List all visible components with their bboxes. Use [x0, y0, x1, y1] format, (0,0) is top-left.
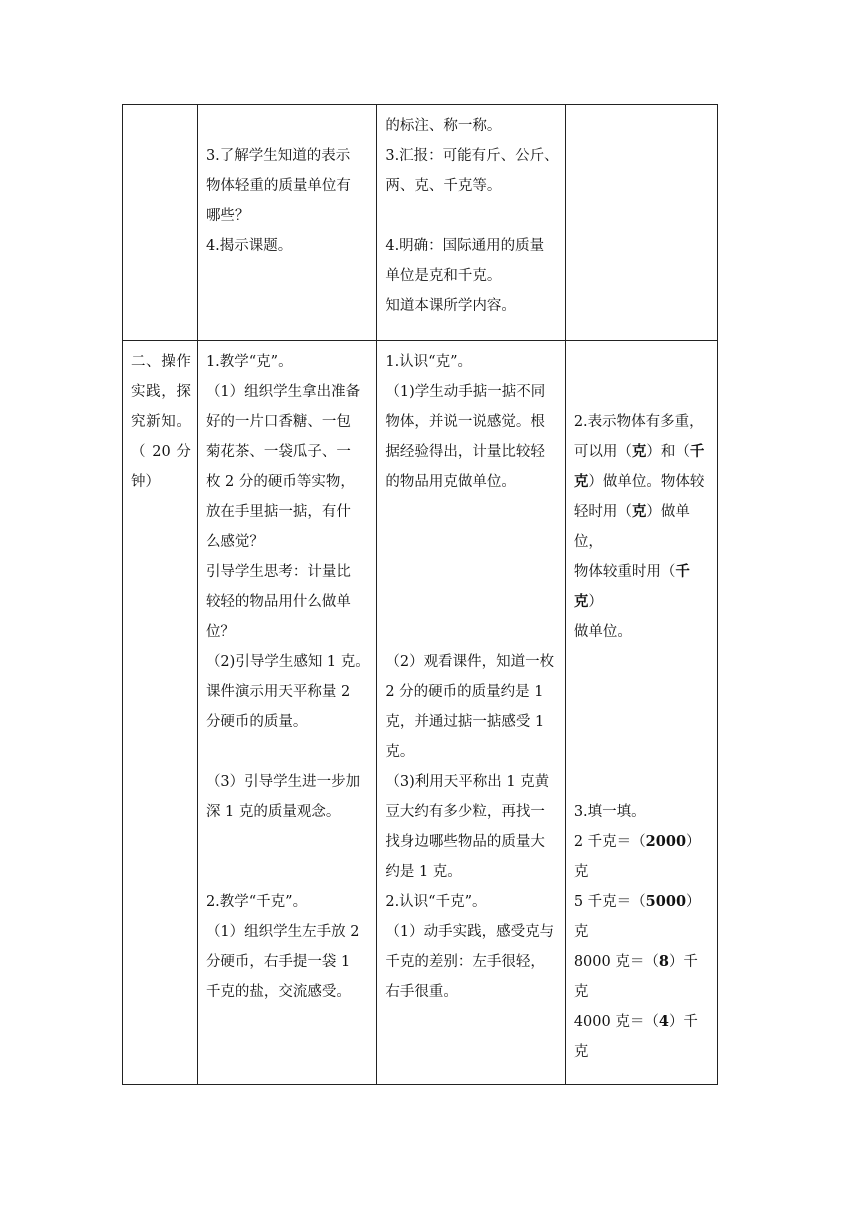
text-line: 千克的差别：左手很轻， — [385, 954, 545, 970]
text-line: 课件演示用天平称量 2 — [205, 684, 351, 700]
text-line — [574, 467, 711, 497]
text-line: （1）组织学生左手放 2 — [205, 924, 360, 940]
text-line: 两、克、千克等。 — [385, 178, 502, 194]
text-line: 枚 2 分的硬币等实物， — [205, 474, 355, 490]
text-line: 做单位。 — [573, 624, 632, 640]
text-line — [574, 1007, 711, 1067]
text-line: （3）引导学生进一步加 — [205, 774, 361, 790]
text-line: 豆大约有多少粒，再找一 — [385, 804, 545, 820]
text-line: 究新知。 — [131, 414, 191, 430]
text-line — [574, 557, 711, 617]
text-line: 么感觉？ — [205, 534, 264, 550]
text-fragment: 4000 克＝（ — [573, 1014, 659, 1030]
text-fragment: ）克 — [573, 894, 701, 940]
text-line: 知道本课所学内容。 — [385, 298, 516, 314]
text-line: 2.教学“千克”。 — [205, 894, 308, 910]
text-line: 4.明确：国际通用的质量 — [385, 238, 545, 254]
answer-text: 千 — [689, 443, 705, 460]
stage-cell — [123, 105, 198, 341]
text-line: 放在手里掂一掂，有什 — [205, 504, 351, 520]
text-line: 单位是克和千克。 — [385, 268, 502, 284]
text-line: （2)引导学生感知 1 克。 — [205, 654, 370, 670]
text-line: 1.认识“克”。 — [385, 354, 473, 370]
student-activity-cell — [377, 341, 565, 1085]
text-fragment: 轻时用（ — [573, 504, 632, 520]
text-line: 克，并通过掂一掂感受 1 — [385, 714, 545, 730]
answer-text: 克 — [631, 443, 647, 460]
text-fragment: ）千克 — [573, 1014, 698, 1060]
answer-text: 千克 — [573, 563, 690, 610]
text-fragment: ）克 — [573, 834, 701, 880]
text-line: 实践，探 — [131, 384, 191, 400]
text-line: （1）组织学生拿出准备 — [205, 384, 361, 400]
text-line: 物体，并说一说感觉。根 — [385, 414, 545, 430]
student-activity-cell — [377, 105, 565, 341]
teacher-activity-cell — [197, 105, 376, 341]
text-line: 钟） — [131, 474, 160, 490]
text-line: 分硬币的质量。 — [205, 714, 308, 730]
text-fragment: 物体较重时用（ — [573, 564, 676, 580]
text-line: 克。 — [385, 744, 415, 760]
text-line: （2）观看课件，知道一枚 — [385, 654, 555, 670]
answer-text: 4 — [658, 1013, 669, 1030]
answer-text: 克 — [631, 503, 647, 520]
text-line: 找身边哪些物品的质量大 — [385, 834, 545, 850]
text-line — [574, 887, 711, 947]
text-line: 引导学生思考：计量比 — [205, 564, 351, 580]
text-line: （1)学生动手掂一掂不同 — [385, 384, 546, 400]
text-line: 右手很重。 — [385, 984, 458, 1000]
text-line: 3.汇报：可能有斤、公斤、 — [385, 148, 559, 164]
lesson-plan-table — [122, 104, 718, 1085]
text-line: 深 1 克的质量观念。 — [205, 804, 341, 820]
exercise-cell — [565, 341, 717, 1085]
text-line: 千克的盐，交流感受。 — [205, 984, 351, 1000]
text-fragment: ）做单位， — [573, 504, 690, 550]
text-line: （1）动手实践，感受克与 — [385, 924, 555, 940]
text-line: 的标注、称一称。 — [385, 118, 502, 134]
text-line: （ 20 分 — [131, 444, 191, 460]
text-line: 4.揭示课题。 — [205, 238, 293, 254]
text-line: 二、操作 — [131, 354, 191, 370]
text-line — [574, 827, 711, 887]
text-line — [574, 437, 711, 467]
text-line: 菊花茶、一袋瓜子、一 — [205, 444, 351, 460]
text-fragment: 5 千克＝（ — [573, 894, 646, 910]
answer-text: 克 — [573, 473, 589, 490]
text-line: 3.填一填。 — [573, 804, 646, 820]
text-line: 1.教学“克”。 — [205, 354, 293, 370]
text-line: 据经验得出，计量比较轻 — [385, 444, 545, 460]
text-line: 哪些？ — [205, 208, 250, 224]
text-line: 位？ — [205, 624, 235, 640]
text-fragment: 8000 克＝（ — [573, 954, 659, 970]
answer-text: 5000 — [645, 893, 687, 910]
text-line: 物体轻重的质量单位有 — [205, 178, 351, 194]
table-row — [123, 341, 718, 1085]
text-line: 2.表示物体有多重， — [573, 414, 704, 430]
answer-text: 2000 — [645, 833, 687, 850]
answer-text: 8 — [658, 953, 669, 970]
text-line: 2 分的硬币的质量约是 1 — [385, 684, 544, 700]
teacher-activity-cell — [197, 341, 376, 1085]
text-line: 3.了解学生知道的表示 — [205, 148, 351, 164]
text-line: 的物品用克做单位。 — [385, 474, 516, 490]
text-fragment: ） — [588, 594, 603, 610]
exercise-cell — [565, 105, 717, 341]
text-fragment: ）和（ — [646, 444, 690, 460]
text-line: 约是 1 克。 — [385, 864, 462, 880]
table-row — [123, 105, 718, 341]
text-line: 较轻的物品用什么做单 — [205, 594, 351, 610]
text-fragment: 2 千克＝（ — [573, 834, 646, 850]
text-fragment: ）做单位。物体较 — [588, 474, 705, 490]
text-line — [574, 947, 711, 1007]
text-line: 2.认识“千克”。 — [385, 894, 487, 910]
stage-cell — [123, 341, 198, 1085]
text-fragment: ）千克 — [573, 954, 698, 1000]
text-fragment: 可以用（ — [573, 444, 632, 460]
text-line: （3)利用天平称出 1 克黄 — [385, 774, 550, 790]
text-line: 分硬币，右手提一袋 1 — [205, 954, 351, 970]
text-line: 好的一片口香糖、一包 — [205, 414, 351, 430]
text-line — [574, 497, 711, 557]
